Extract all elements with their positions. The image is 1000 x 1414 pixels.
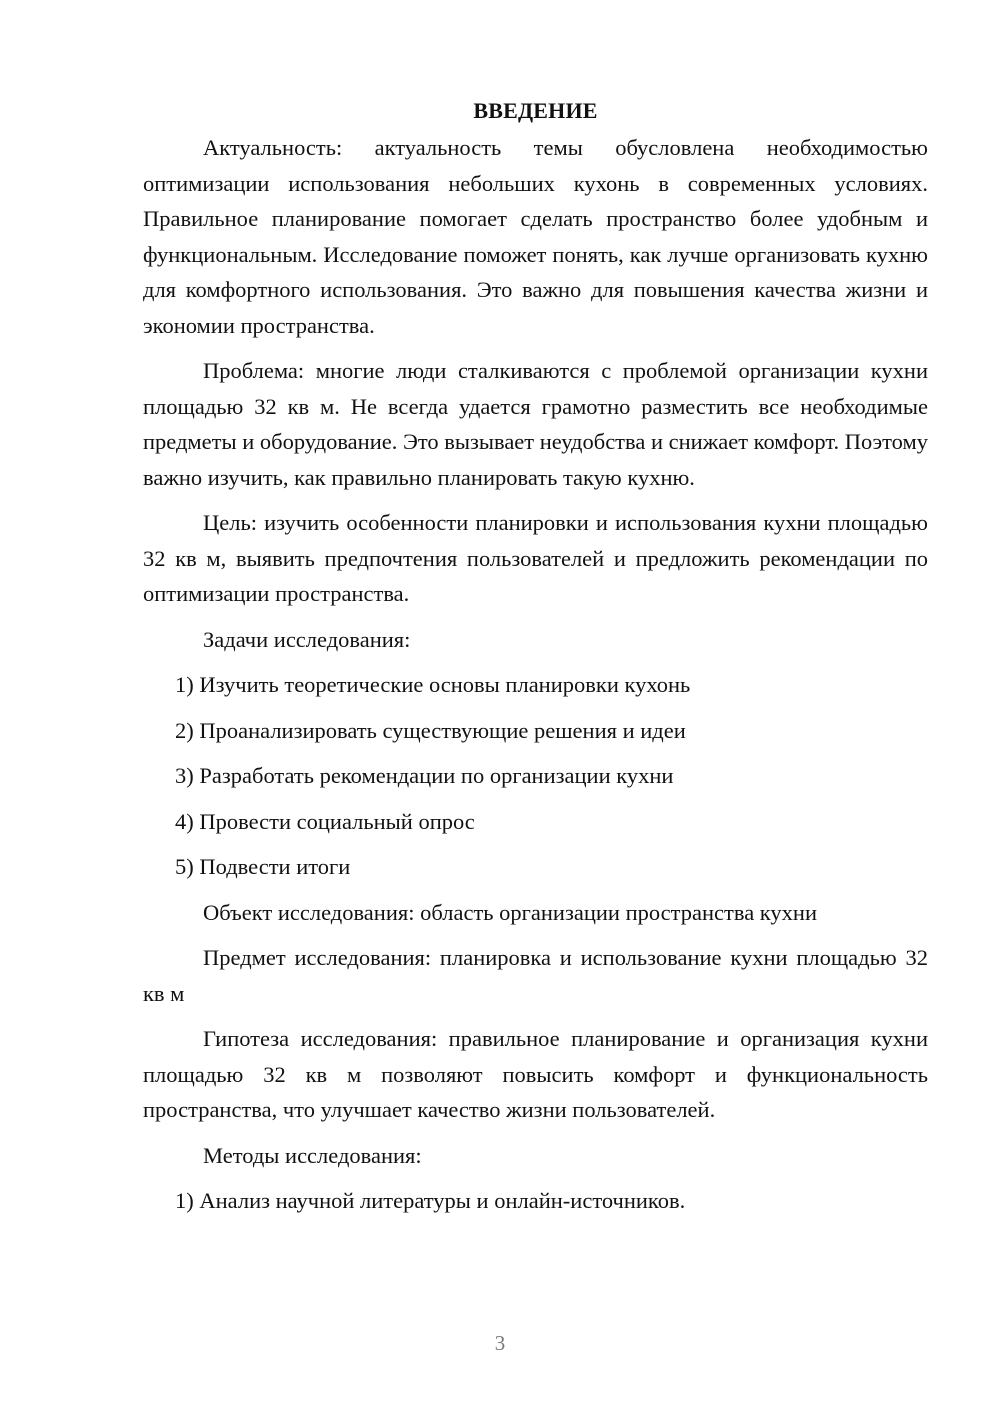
research-hypothesis: Гипотеза исследования: правильное планирование и организация кухни площадью 32 кв м позволяют повысить комфорт и функциональность пространства, что улучшает качество жизни пользователей.	[143, 1026, 928, 1122]
goal-paragraph: Цель: изучить особенности планировки и использования кухни площадью 32 кв м, выявить предпочтения пользователей и предложить рекомендации по оптимизации пространства.	[143, 510, 928, 606]
method-item-1: 1) Анализ научной литературы и онлайн-источников.	[175, 1188, 686, 1213]
task-item-3: 3) Разработать рекомендации по организации кухни	[175, 763, 674, 788]
tasks-heading: Задачи исследования:	[203, 626, 411, 652]
document-page	[143, 96, 928, 1229]
task-item-2: 2) Проанализировать существующие решения и идеи	[175, 717, 686, 743]
problem-paragraph: Проблема: многие люди сталкиваются с проблемой организации кухни площадью 32 кв м. Не всегда удается грамотно разместить все необходимые предметы и оборудование. Это вызывает неудобства и снижает комфорт. Поэтому важно изучить, как правильно планировать такую кухню.	[143, 358, 928, 490]
task-item-4: 4) Провести социальный опрос	[175, 808, 475, 834]
research-object: Объект исследования: область организации пространства кухни	[203, 899, 818, 925]
task-item-5: 5) Подвести итоги	[175, 854, 351, 879]
page-number: 3	[494, 1331, 506, 1355]
research-subject: Предмет исследования: планировка и использование кухни площадью 32 кв м	[143, 945, 928, 1006]
page-title: ВВЕДЕНИЕ	[473, 98, 598, 123]
methods-heading: Методы исследования:	[203, 1142, 422, 1168]
task-item-1: 1) Изучить теоретические основы планировки кухонь	[175, 672, 691, 697]
relevance-paragraph: Актуальность: актуальность темы обусловлена необходимостью оптимизации использования небольших кухонь в современных условиях. Правильное планирование помогает сделать пространство более удобным и функциональным. Исследование поможет понять, как лучше организовать кухню для комфортного использования. Это важно для повышения качества жизни и экономии пространства.	[143, 135, 928, 338]
